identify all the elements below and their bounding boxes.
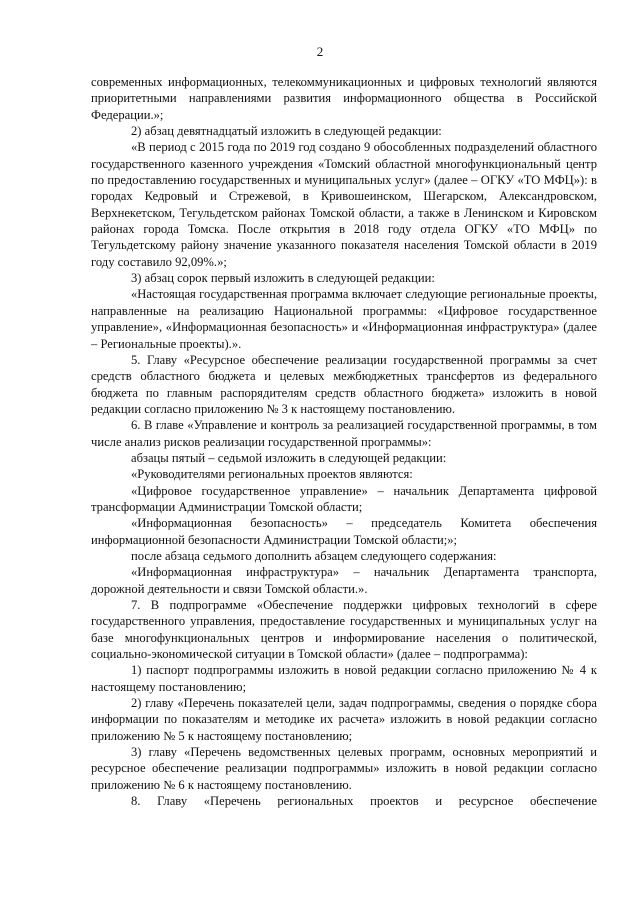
document-body [91,74,597,809]
paragraph: «Настоящая государственная программа включает следующие региональные проекты, направленные на реализацию Национальной программы: «Цифровое государственное управление», «Информационная безопасность» и «Информационная инфраструктура» (далее – Региональные проекты).». [91,287,597,351]
paragraph: «Информационная инфраструктура» – начальник Департамента транспорта, дорожной деятельности и связи Томской области.». [91,565,597,596]
paragraph: 1) паспорт подпрограммы изложить в новой редакции согласно приложению № 4 к настоящему постановлению; [91,663,597,694]
paragraph: 7. В подпрограмме «Обеспечение поддержки цифровых технологий в сфере государственного управления, предоставление государственных и муниципальных услуг на базе многофункциональных центров и информирование населения о политической, социально-экономической ситуации в Томской области» (далее – подпрограмма): [91,598,597,662]
paragraph: 3) главу «Перечень ведомственных целевых программ, основных мероприятий и ресурсное обеспечение реализации подпрограммы» изложить в новой редакции согласно приложению № 6 к настоящему постановлению. [91,745,597,792]
paragraph: 8. Главу «Перечень региональных проектов и ресурсное обеспечение [131,794,597,809]
paragraph: 2) главу «Перечень показателей цели, задач подпрограммы, сведения о порядке сбора информации по показателям и методике их расчета» изложить в новой редакции согласно приложению № 5 к настоящему постановлению; [91,696,597,743]
paragraph: 5. Главу «Ресурсное обеспечение реализации государственной программы за счет средств областного бюджета и целевых межбюджетных трансфертов из федерального бюджета по главным распорядителям средств областного бюджета» изложить в новой редакции согласно приложению № 3 к настоящему постановлению. [91,352,597,416]
paragraph: «Руководителями региональных проектов являются: [131,467,413,482]
paragraph: современных информационных, телекоммуникационных и цифровых технологий являются приоритетными направлениями развития информационного общества в Российской Федерации.»; [91,75,597,122]
paragraph: 2) абзац девятнадцатый изложить в следующей редакции: [131,124,442,139]
paragraph: абзацы пятый – седьмой изложить в следующей редакции: [131,450,447,465]
paragraph: после абзаца седьмого дополнить абзацем следующего содержания: [131,548,497,563]
page-number: 2 [316,44,324,59]
paragraph: 3) абзац сорок первый изложить в следующей редакции: [131,271,435,286]
paragraph: «Цифровое государственное управление» – начальник Департамента цифровой трансформации Администрации Томской области; [91,483,597,514]
paragraph: «Информационная безопасность» – председатель Комитета обеспечения информационной безопасности Администрации Томской области;»; [91,516,597,547]
paragraph: 6. В главе «Управление и контроль за реализацией государственной программы, в том числе анализ рисков реализации государственной программы»: [91,418,597,449]
paragraph: «В период с 2015 года по 2019 год создано 9 обособленных подразделений областного государственного казенного учреждения «Томский областной многофункциональный центр по предоставлению государственных и муниципальных услуг» (далее – ОГКУ «ТО МФЦ»): в городах Кедровый и Стрежевой, в Кривошеинском, Шегарском, Александровском, Верхнекетском, Тегульдетском районах Томской области, а также в Ленинском и Кировском районах города Томска. После открытия в 2018 году отдела ОГКУ «ТО МФЦ» по Тегульдетскому району значение указанного показателя населения Томской области в 2019 году составило 92,09%.»; [91,140,597,269]
